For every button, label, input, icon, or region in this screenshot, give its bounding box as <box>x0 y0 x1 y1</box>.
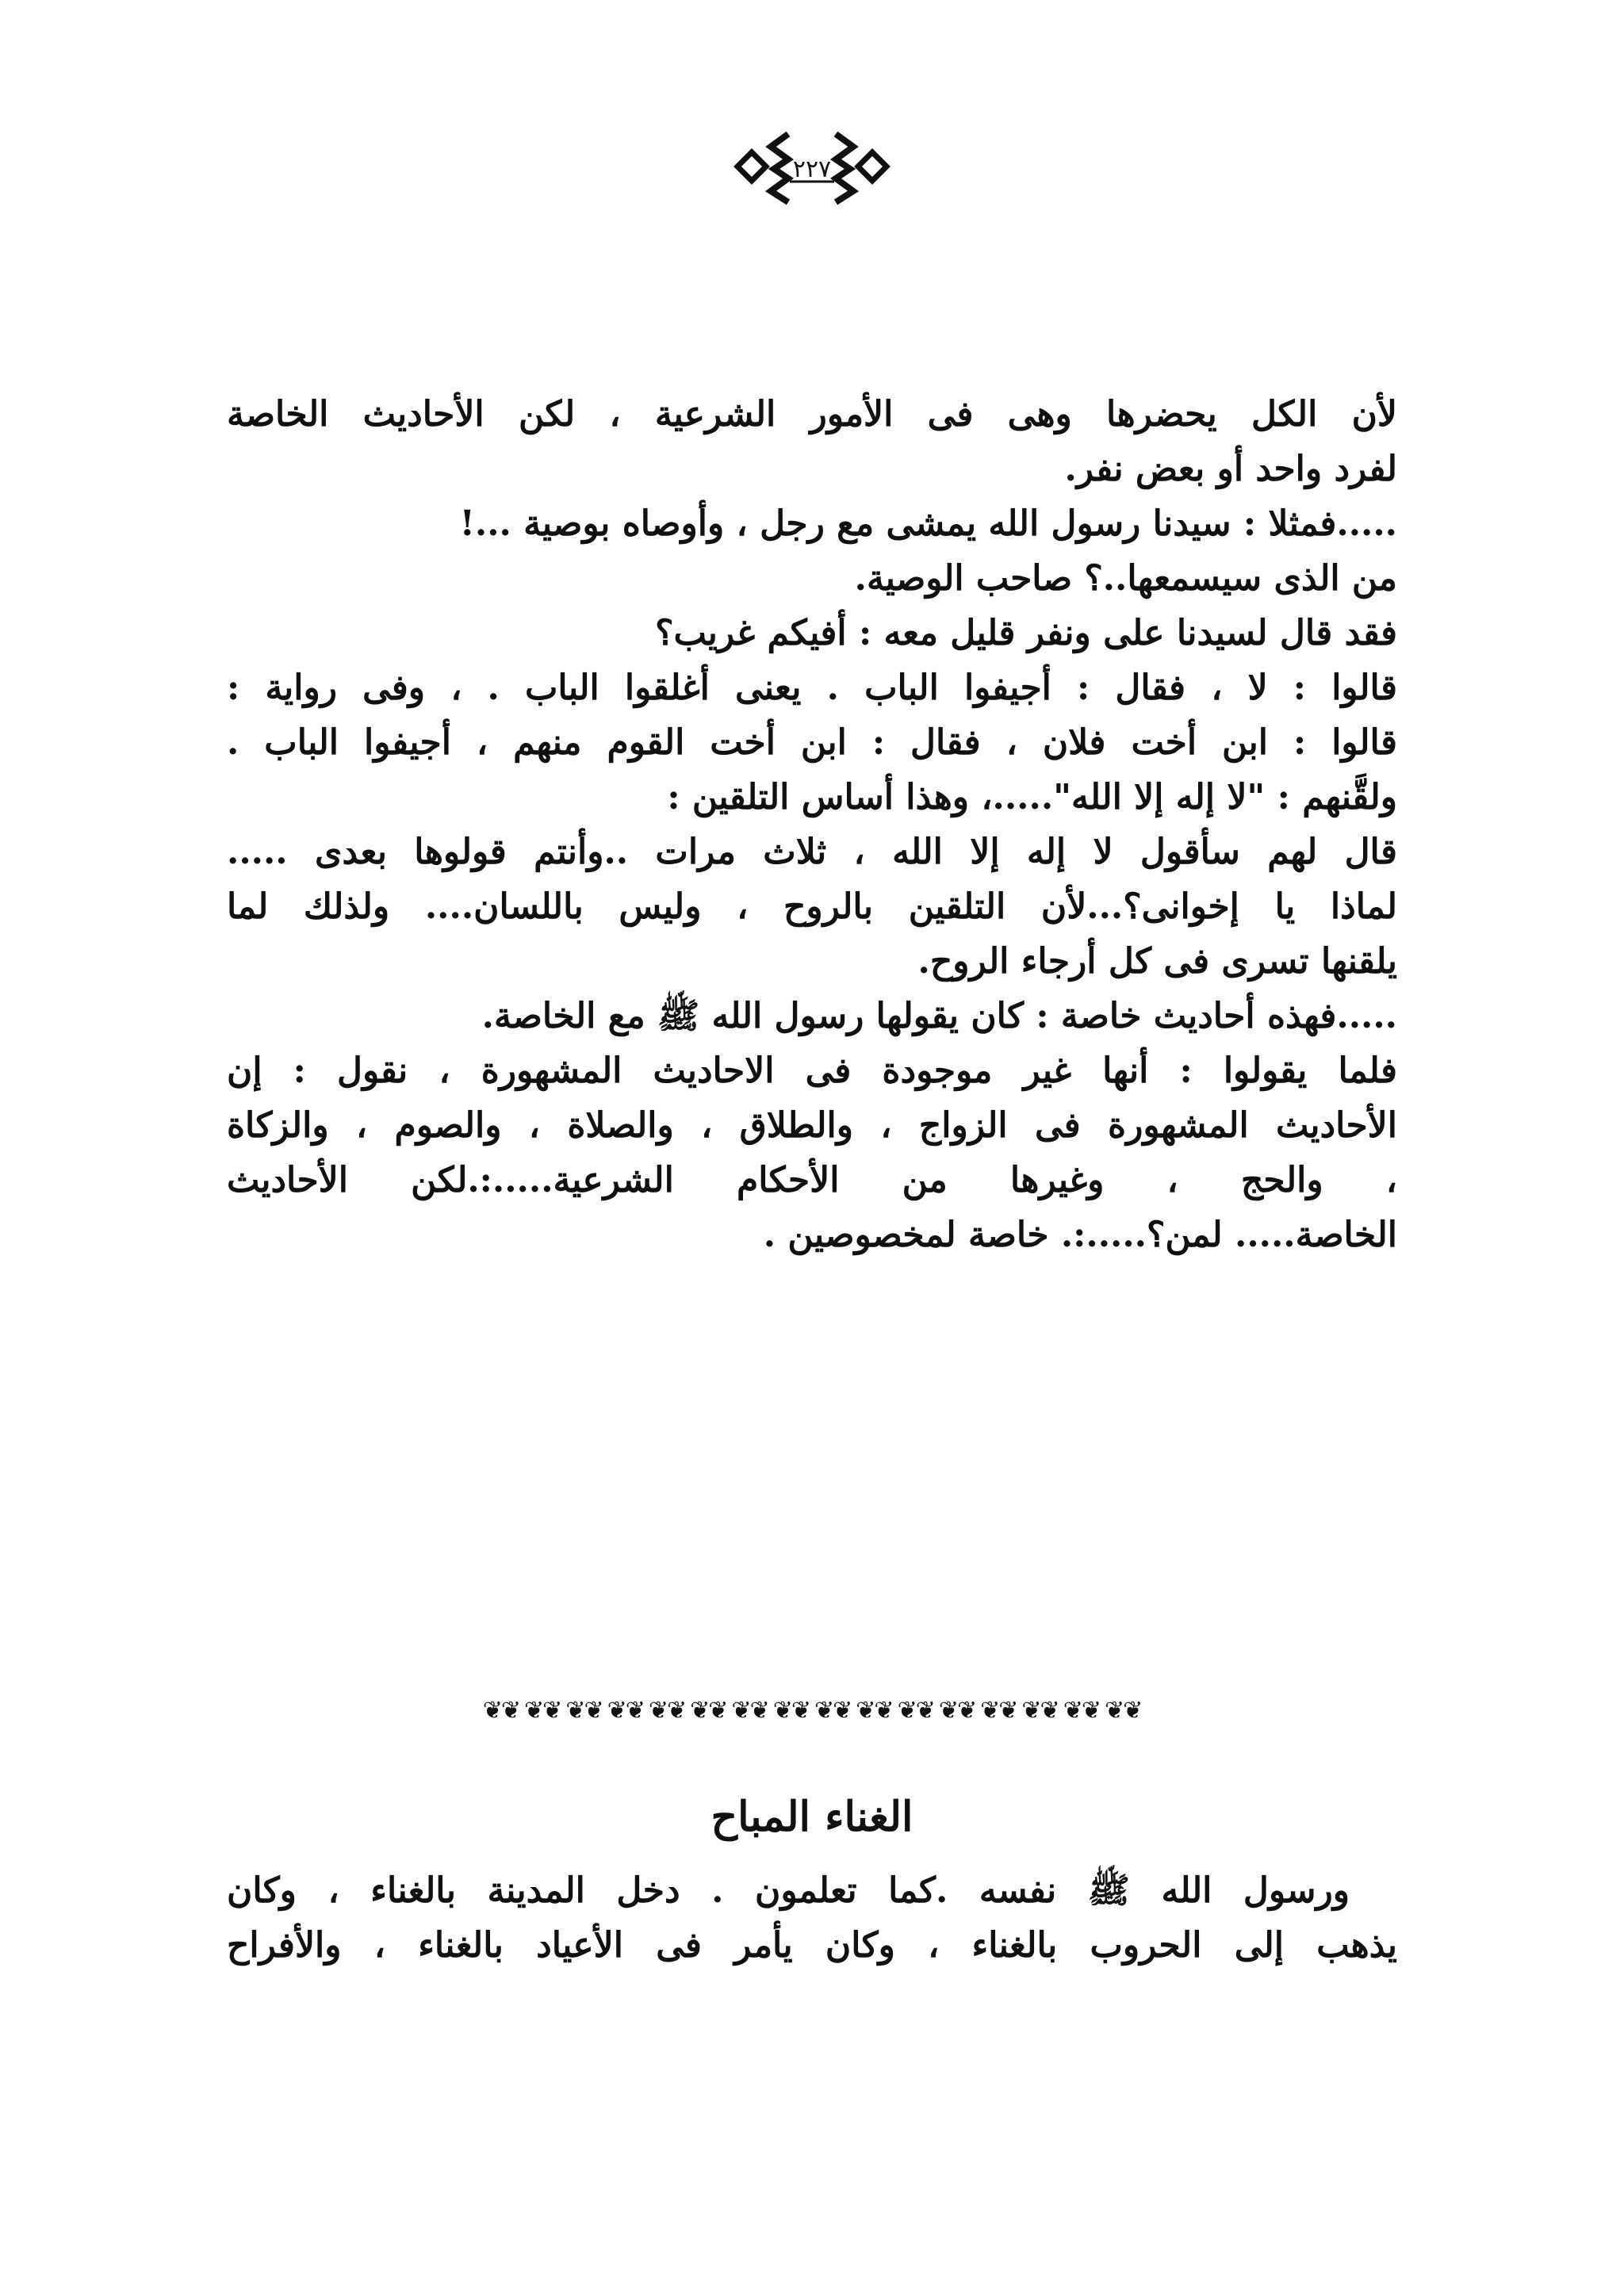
floral-ornament-icon: ❦❦ <box>565 1697 603 1725</box>
left-bracket-ornament <box>771 134 788 202</box>
text-line: لماذا يا إخوانى؟...لأن التلقين بالروح ، وليس باللسان.... ولذلك لما <box>227 886 1397 927</box>
main-text <box>227 387 1397 1262</box>
floral-ornament-icon: ❦❦ <box>690 1697 727 1725</box>
section-text <box>227 1863 1397 1973</box>
left-diamond-ornament <box>737 152 766 181</box>
text-line: فلما يقولوا : أنها غير موجودة فى الاحاديث المشهورة ، نقول : إن <box>227 1051 1397 1091</box>
text-line: .....فهذه أحاديث خاصة : كان يقولها رسول الله ﷺ مع الخاصة. <box>481 996 1397 1036</box>
section-heading: الغناء المباح <box>710 1793 914 1841</box>
floral-ornament-icon: ❦❦ <box>938 1697 976 1725</box>
floral-ornament-icon: ❦❦ <box>731 1697 768 1725</box>
page-number: ٢٢٧ <box>792 155 832 183</box>
floral-ornament-icon: ❦❦ <box>1021 1697 1059 1725</box>
floral-ornament-icon: ❦❦ <box>814 1697 852 1725</box>
text-line: الأحاديث المشهورة فى الزواج ، والطلاق ، والصلاة ، والصوم ، والزكاة <box>227 1105 1397 1146</box>
page-number-frame <box>733 123 891 210</box>
text-line: قالوا : ابن أخت فلان ، فقال : ابن أخت القوم منهم ، أجيفوا الباب . <box>227 722 1397 763</box>
page-header <box>0 119 1624 214</box>
text-line: قالوا : لا ، فقال : أجيفوا الباب . يعنى أغلقوا الباب . ، وفى رواية : <box>227 668 1397 708</box>
floral-ornament-icon: ❦❦ <box>897 1697 934 1725</box>
floral-ornament-icon: ❦❦ <box>607 1697 644 1725</box>
text-line: لفرد واحد أو بعض نفر. <box>1064 449 1397 489</box>
text-line: قال لهم سأقول لا إله إلا الله ، ثلاث مرات ..وأنتم قولوها بعدى ..... <box>227 832 1397 872</box>
right-diamond-ornament <box>858 152 887 181</box>
text-line: لأن الكل يحضرها وهى فى الأمور الشرعية ، لكن الأحاديث الخاصة <box>227 394 1397 434</box>
section-divider-ornament <box>317 1695 1307 1727</box>
text-line: ولقَّنهم : "لا إله إلا الله".....، وهذا أساس التلقين : <box>667 777 1397 817</box>
text-line: يذهب إلى الحروب بالغناء ، وكان يأمر فى الأعياد بالغناء ، والأفراح <box>227 1925 1397 1966</box>
floral-ornament-icon: ❦❦ <box>772 1697 810 1725</box>
floral-ornament-icon: ❦❦ <box>524 1697 561 1725</box>
text-line: الخاصة..... لمن؟.....:. خاصة لمخصوصين . <box>763 1215 1397 1255</box>
floral-ornament-icon: ❦❦ <box>980 1697 1017 1725</box>
floral-ornament-icon: ❦❦ <box>856 1697 893 1725</box>
text-line: .....فمثلا : سيدنا رسول الله يمشى مع رجل ، وأوصاه بوصية ...! <box>459 503 1397 544</box>
floral-ornament-icon: ❦❦ <box>482 1697 520 1725</box>
floral-ornament-icon: ❦❦ <box>1063 1697 1100 1725</box>
text-line: من الذى سيسمعها..؟ صاحب الوصية. <box>854 558 1397 599</box>
right-bracket-ornament <box>836 134 853 202</box>
text-line: فقد قال لسيدنا على ونفر قليل معه : أفيكم غريب؟ <box>655 613 1397 653</box>
floral-ornament-icon: ❦❦ <box>648 1697 686 1725</box>
text-line: ، والحج ، وغيرها من الأحكام الشرعية.....:.لكن الأحاديث <box>227 1160 1397 1200</box>
floral-ornament-icon: ❦❦ <box>1104 1697 1142 1725</box>
text-line: ورسول الله ﷺ نفسه .كما تعلمون . دخل المدينة بالغناء ، وكان <box>227 1870 1350 1911</box>
text-line: يلقنها تسرى فى كل أرجاء الروح. <box>917 941 1397 982</box>
